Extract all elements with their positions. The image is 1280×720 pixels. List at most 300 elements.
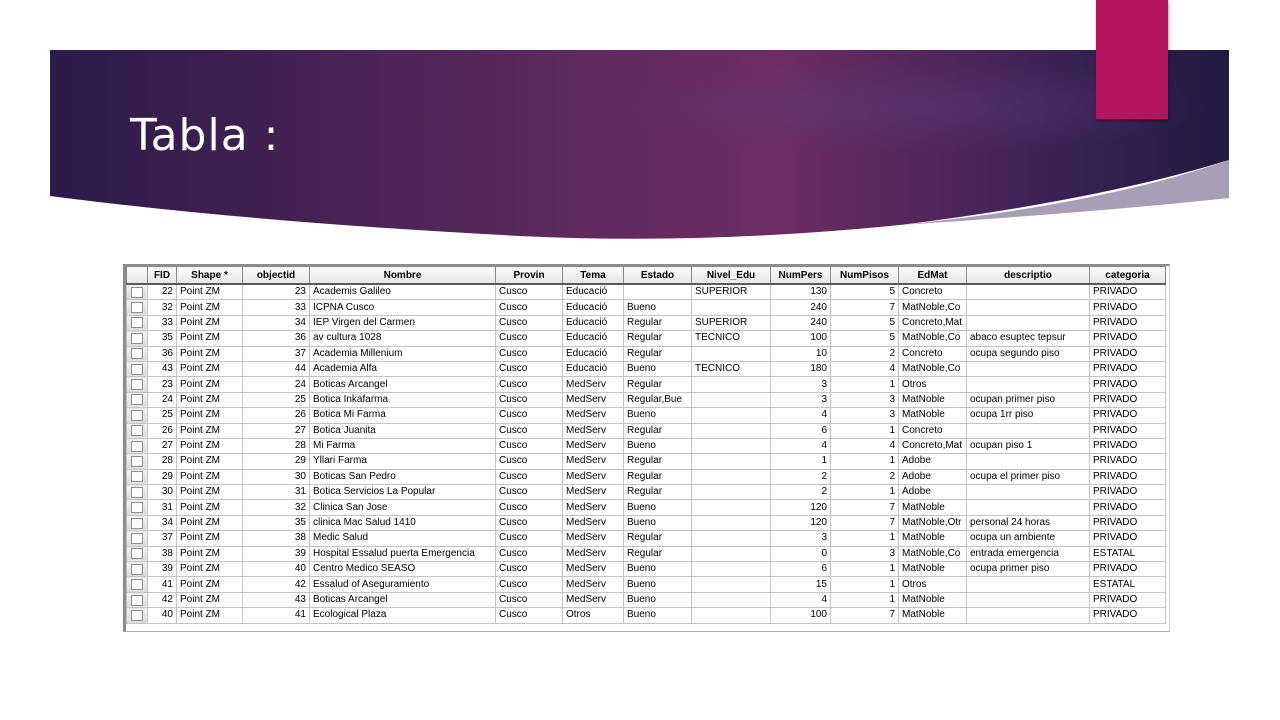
column-header-estado[interactable]: Estado xyxy=(624,267,692,285)
cell-descriptio[interactable] xyxy=(967,500,1090,515)
cell-estado[interactable]: Regular xyxy=(624,469,692,484)
row-selector-box[interactable] xyxy=(131,317,143,328)
cell-tema[interactable]: MedServ xyxy=(563,454,624,469)
cell-fid[interactable]: 36 xyxy=(148,346,177,361)
cell-nivel-edu[interactable] xyxy=(692,454,771,469)
column-header-provin[interactable]: Provin xyxy=(496,267,563,285)
cell-objectid[interactable]: 26 xyxy=(243,408,310,423)
cell-numpers[interactable]: 3 xyxy=(771,531,831,546)
cell-nivel-edu[interactable] xyxy=(692,392,771,407)
cell-estado[interactable]: Bueno xyxy=(624,361,692,376)
cell-edmat[interactable]: MatNoble,Co xyxy=(899,546,967,561)
cell-edmat[interactable]: MatNoble,Co xyxy=(899,331,967,346)
row-selector[interactable] xyxy=(127,592,148,607)
cell-estado[interactable]: Bueno xyxy=(624,577,692,592)
cell-nivel-edu[interactable] xyxy=(692,485,771,500)
cell-numpisos[interactable]: 5 xyxy=(831,284,899,300)
cell-descriptio[interactable]: abaco esuptec tepsur xyxy=(967,331,1090,346)
cell-descriptio[interactable]: ocupa segundo piso xyxy=(967,346,1090,361)
cell-numpisos[interactable]: 1 xyxy=(831,531,899,546)
table-row[interactable] xyxy=(127,546,1166,561)
row-selector-box[interactable] xyxy=(131,394,143,405)
cell-tema[interactable]: Educació xyxy=(563,361,624,376)
row-selector-box[interactable] xyxy=(131,364,143,375)
cell-numpisos[interactable]: 1 xyxy=(831,377,899,392)
cell-objectid[interactable]: 31 xyxy=(243,485,310,500)
cell-objectid[interactable]: 34 xyxy=(243,315,310,330)
cell-shape[interactable]: Point ZM xyxy=(177,377,243,392)
cell-objectid[interactable]: 30 xyxy=(243,469,310,484)
column-header-descriptio[interactable]: descriptio xyxy=(967,267,1090,285)
row-selector[interactable] xyxy=(127,515,148,530)
cell-shape[interactable]: Point ZM xyxy=(177,392,243,407)
table-row[interactable] xyxy=(127,469,1166,484)
cell-edmat[interactable]: MatNoble xyxy=(899,592,967,607)
cell-edmat[interactable]: MatNoble xyxy=(899,562,967,577)
cell-objectid[interactable]: 24 xyxy=(243,377,310,392)
cell-objectid[interactable]: 44 xyxy=(243,361,310,376)
cell-tema[interactable]: MedServ xyxy=(563,515,624,530)
row-selector[interactable] xyxy=(127,284,148,300)
cell-numpisos[interactable]: 7 xyxy=(831,608,899,623)
cell-shape[interactable]: Point ZM xyxy=(177,592,243,607)
cell-nivel-edu[interactable]: TECNICO xyxy=(692,331,771,346)
cell-nombre[interactable]: Botica Inkafarma xyxy=(310,392,496,407)
cell-descriptio[interactable]: ocupa el primer piso xyxy=(967,469,1090,484)
cell-tema[interactable]: MedServ xyxy=(563,469,624,484)
cell-shape[interactable]: Point ZM xyxy=(177,577,243,592)
cell-objectid[interactable]: 39 xyxy=(243,546,310,561)
cell-edmat[interactable]: MatNoble xyxy=(899,608,967,623)
cell-estado[interactable]: Bueno xyxy=(624,562,692,577)
cell-provin[interactable]: Cusco xyxy=(496,562,563,577)
cell-numpisos[interactable]: 1 xyxy=(831,423,899,438)
cell-fid[interactable]: 30 xyxy=(148,485,177,500)
cell-categoria[interactable]: PRIVADO xyxy=(1090,438,1166,453)
row-selector-box[interactable] xyxy=(131,579,143,590)
row-selector-box[interactable] xyxy=(131,564,143,575)
cell-edmat[interactable]: MatNoble xyxy=(899,531,967,546)
cell-categoria[interactable]: PRIVADO xyxy=(1090,469,1166,484)
cell-numpers[interactable]: 1 xyxy=(771,454,831,469)
cell-categoria[interactable]: PRIVADO xyxy=(1090,284,1166,300)
cell-provin[interactable]: Cusco xyxy=(496,577,563,592)
cell-descriptio[interactable] xyxy=(967,592,1090,607)
cell-descriptio[interactable] xyxy=(967,454,1090,469)
column-header-nombre[interactable]: Nombre xyxy=(310,267,496,285)
cell-nombre[interactable]: Medic Salud xyxy=(310,531,496,546)
cell-provin[interactable]: Cusco xyxy=(496,469,563,484)
cell-nivel-edu[interactable] xyxy=(692,546,771,561)
cell-numpisos[interactable]: 3 xyxy=(831,408,899,423)
cell-categoria[interactable]: ESTATAL xyxy=(1090,577,1166,592)
cell-nombre[interactable]: Boticas San Pedro xyxy=(310,469,496,484)
column-header-edmat[interactable]: EdMat xyxy=(899,267,967,285)
cell-fid[interactable]: 27 xyxy=(148,438,177,453)
cell-numpisos[interactable]: 1 xyxy=(831,592,899,607)
cell-categoria[interactable]: PRIVADO xyxy=(1090,531,1166,546)
row-selector-box[interactable] xyxy=(131,487,143,498)
cell-nivel-edu[interactable] xyxy=(692,592,771,607)
row-selector-box[interactable] xyxy=(131,456,143,467)
cell-fid[interactable]: 23 xyxy=(148,377,177,392)
column-header-tema[interactable]: Tema xyxy=(563,267,624,285)
row-selector[interactable] xyxy=(127,500,148,515)
cell-estado[interactable]: Regular,Bue xyxy=(624,392,692,407)
cell-nombre[interactable]: Academia Alfa xyxy=(310,361,496,376)
cell-edmat[interactable]: Otros xyxy=(899,577,967,592)
row-selector-box[interactable] xyxy=(131,471,143,482)
table-row[interactable] xyxy=(127,392,1166,407)
cell-numpers[interactable]: 180 xyxy=(771,361,831,376)
cell-objectid[interactable]: 33 xyxy=(243,300,310,315)
cell-categoria[interactable]: PRIVADO xyxy=(1090,423,1166,438)
table-row[interactable] xyxy=(127,485,1166,500)
table-row[interactable] xyxy=(127,423,1166,438)
cell-shape[interactable]: Point ZM xyxy=(177,423,243,438)
cell-tema[interactable]: MedServ xyxy=(563,438,624,453)
cell-fid[interactable]: 32 xyxy=(148,300,177,315)
table-row[interactable] xyxy=(127,500,1166,515)
cell-estado[interactable]: Regular xyxy=(624,454,692,469)
cell-objectid[interactable]: 43 xyxy=(243,592,310,607)
cell-provin[interactable]: Cusco xyxy=(496,300,563,315)
attribute-table[interactable] xyxy=(123,264,1170,632)
cell-objectid[interactable]: 27 xyxy=(243,423,310,438)
cell-fid[interactable]: 38 xyxy=(148,546,177,561)
table-row[interactable] xyxy=(127,608,1166,623)
cell-numpers[interactable]: 2 xyxy=(771,485,831,500)
cell-estado[interactable]: Bueno xyxy=(624,300,692,315)
cell-estado[interactable]: Bueno xyxy=(624,438,692,453)
row-selector-box[interactable] xyxy=(131,410,143,421)
cell-objectid[interactable]: 37 xyxy=(243,346,310,361)
cell-descriptio[interactable]: ocupan piso 1 xyxy=(967,438,1090,453)
row-selector-box[interactable] xyxy=(131,379,143,390)
cell-fid[interactable]: 26 xyxy=(148,423,177,438)
cell-tema[interactable]: MedServ xyxy=(563,392,624,407)
table-row[interactable] xyxy=(127,284,1166,300)
cell-categoria[interactable]: PRIVADO xyxy=(1090,331,1166,346)
cell-tema[interactable]: Educació xyxy=(563,331,624,346)
cell-estado[interactable]: Regular xyxy=(624,346,692,361)
cell-nombre[interactable]: Ecological Plaza xyxy=(310,608,496,623)
table-row[interactable] xyxy=(127,454,1166,469)
cell-nombre[interactable]: Academia Millenium xyxy=(310,346,496,361)
cell-fid[interactable]: 24 xyxy=(148,392,177,407)
cell-numpisos[interactable]: 3 xyxy=(831,392,899,407)
cell-tema[interactable]: MedServ xyxy=(563,531,624,546)
cell-descriptio[interactable] xyxy=(967,361,1090,376)
cell-tema[interactable]: Otros xyxy=(563,608,624,623)
cell-nivel-edu[interactable] xyxy=(692,300,771,315)
cell-numpers[interactable]: 3 xyxy=(771,392,831,407)
cell-provin[interactable]: Cusco xyxy=(496,438,563,453)
cell-fid[interactable]: 43 xyxy=(148,361,177,376)
cell-numpisos[interactable]: 2 xyxy=(831,346,899,361)
cell-edmat[interactable]: Adobe xyxy=(899,454,967,469)
cell-shape[interactable]: Point ZM xyxy=(177,500,243,515)
cell-numpers[interactable]: 0 xyxy=(771,546,831,561)
cell-numpers[interactable]: 4 xyxy=(771,592,831,607)
cell-descriptio[interactable]: ocupa un ambiente xyxy=(967,531,1090,546)
cell-numpisos[interactable]: 1 xyxy=(831,577,899,592)
cell-descriptio[interactable] xyxy=(967,577,1090,592)
cell-shape[interactable]: Point ZM xyxy=(177,346,243,361)
table-row[interactable] xyxy=(127,331,1166,346)
cell-nivel-edu[interactable] xyxy=(692,377,771,392)
cell-tema[interactable]: MedServ xyxy=(563,577,624,592)
cell-shape[interactable]: Point ZM xyxy=(177,331,243,346)
row-selector[interactable] xyxy=(127,423,148,438)
cell-fid[interactable]: 35 xyxy=(148,331,177,346)
cell-nivel-edu[interactable]: TECNICO xyxy=(692,361,771,376)
cell-edmat[interactable]: MatNoble,Co xyxy=(899,300,967,315)
cell-nombre[interactable]: Yllari Farma xyxy=(310,454,496,469)
table-row[interactable] xyxy=(127,346,1166,361)
cell-fid[interactable]: 34 xyxy=(148,515,177,530)
cell-nivel-edu[interactable] xyxy=(692,500,771,515)
row-selector-box[interactable] xyxy=(131,502,143,513)
row-selector[interactable] xyxy=(127,531,148,546)
cell-fid[interactable]: 28 xyxy=(148,454,177,469)
cell-numpisos[interactable]: 3 xyxy=(831,546,899,561)
cell-fid[interactable]: 40 xyxy=(148,608,177,623)
cell-numpisos[interactable]: 2 xyxy=(831,469,899,484)
cell-provin[interactable]: Cusco xyxy=(496,284,563,300)
cell-estado[interactable]: Regular xyxy=(624,423,692,438)
cell-estado[interactable]: Bueno xyxy=(624,500,692,515)
row-selector-box[interactable] xyxy=(131,518,143,529)
cell-estado[interactable]: Regular xyxy=(624,531,692,546)
cell-nivel-edu[interactable]: SUPERIOR xyxy=(692,284,771,300)
cell-provin[interactable]: Cusco xyxy=(496,331,563,346)
row-selector[interactable] xyxy=(127,346,148,361)
row-selector[interactable] xyxy=(127,546,148,561)
cell-fid[interactable]: 31 xyxy=(148,500,177,515)
cell-numpers[interactable]: 4 xyxy=(771,408,831,423)
row-selector[interactable] xyxy=(127,577,148,592)
column-header-fid[interactable]: FID xyxy=(148,267,177,285)
cell-numpers[interactable]: 4 xyxy=(771,438,831,453)
table-row[interactable] xyxy=(127,577,1166,592)
cell-objectid[interactable]: 29 xyxy=(243,454,310,469)
cell-tema[interactable]: Educació xyxy=(563,346,624,361)
column-header-numpers[interactable]: NumPers xyxy=(771,267,831,285)
cell-edmat[interactable]: MatNoble xyxy=(899,392,967,407)
column-header-categoria[interactable]: categoria xyxy=(1090,267,1166,285)
table-row[interactable] xyxy=(127,531,1166,546)
cell-nivel-edu[interactable] xyxy=(692,423,771,438)
cell-shape[interactable]: Point ZM xyxy=(177,469,243,484)
cell-provin[interactable]: Cusco xyxy=(496,392,563,407)
cell-numpers[interactable]: 130 xyxy=(771,284,831,300)
cell-estado[interactable]: Bueno xyxy=(624,608,692,623)
row-selector-box[interactable] xyxy=(131,595,143,606)
cell-numpers[interactable]: 100 xyxy=(771,608,831,623)
cell-provin[interactable]: Cusco xyxy=(496,377,563,392)
table-row[interactable] xyxy=(127,438,1166,453)
row-selector[interactable] xyxy=(127,361,148,376)
cell-numpisos[interactable]: 5 xyxy=(831,331,899,346)
cell-nivel-edu[interactable] xyxy=(692,608,771,623)
cell-nivel-edu[interactable] xyxy=(692,577,771,592)
cell-shape[interactable]: Point ZM xyxy=(177,531,243,546)
cell-objectid[interactable]: 41 xyxy=(243,608,310,623)
cell-tema[interactable]: MedServ xyxy=(563,485,624,500)
cell-fid[interactable]: 39 xyxy=(148,562,177,577)
cell-categoria[interactable]: PRIVADO xyxy=(1090,377,1166,392)
cell-edmat[interactable]: MatNoble,Otr xyxy=(899,515,967,530)
cell-shape[interactable]: Point ZM xyxy=(177,546,243,561)
cell-numpisos[interactable]: 4 xyxy=(831,361,899,376)
cell-estado[interactable]: Regular xyxy=(624,485,692,500)
cell-edmat[interactable]: Adobe xyxy=(899,485,967,500)
cell-nombre[interactable]: Hospital Essalud puerta Emergencia xyxy=(310,546,496,561)
cell-numpers[interactable]: 100 xyxy=(771,331,831,346)
row-selector[interactable] xyxy=(127,469,148,484)
cell-edmat[interactable]: Concreto xyxy=(899,284,967,300)
cell-descriptio[interactable]: ocupa 1rr piso xyxy=(967,408,1090,423)
row-selector[interactable] xyxy=(127,608,148,623)
cell-shape[interactable]: Point ZM xyxy=(177,454,243,469)
cell-numpisos[interactable]: 1 xyxy=(831,454,899,469)
cell-descriptio[interactable] xyxy=(967,377,1090,392)
cell-edmat[interactable]: Otros xyxy=(899,377,967,392)
cell-numpers[interactable]: 240 xyxy=(771,300,831,315)
cell-descriptio[interactable] xyxy=(967,315,1090,330)
cell-estado[interactable]: Bueno xyxy=(624,515,692,530)
cell-descriptio[interactable]: personal 24 horas xyxy=(967,515,1090,530)
cell-edmat[interactable]: MatNoble xyxy=(899,500,967,515)
cell-fid[interactable]: 29 xyxy=(148,469,177,484)
cell-categoria[interactable]: PRIVADO xyxy=(1090,515,1166,530)
cell-nivel-edu[interactable] xyxy=(692,346,771,361)
cell-nombre[interactable]: Botica Juanita xyxy=(310,423,496,438)
cell-objectid[interactable]: 35 xyxy=(243,515,310,530)
column-header-objectid[interactable]: objectid xyxy=(243,267,310,285)
cell-numpers[interactable]: 120 xyxy=(771,500,831,515)
row-selector[interactable] xyxy=(127,485,148,500)
cell-provin[interactable]: Cusco xyxy=(496,346,563,361)
cell-nombre[interactable]: Centro Medico SEASO xyxy=(310,562,496,577)
table-row[interactable] xyxy=(127,592,1166,607)
cell-estado[interactable]: Regular xyxy=(624,377,692,392)
table-row[interactable] xyxy=(127,315,1166,330)
cell-numpisos[interactable]: 7 xyxy=(831,500,899,515)
cell-categoria[interactable]: PRIVADO xyxy=(1090,485,1166,500)
cell-objectid[interactable]: 32 xyxy=(243,500,310,515)
cell-numpisos[interactable]: 5 xyxy=(831,315,899,330)
cell-shape[interactable]: Point ZM xyxy=(177,515,243,530)
table-row[interactable] xyxy=(127,377,1166,392)
cell-edmat[interactable]: Concreto,Mat xyxy=(899,438,967,453)
cell-objectid[interactable]: 42 xyxy=(243,577,310,592)
cell-provin[interactable]: Cusco xyxy=(496,515,563,530)
cell-nombre[interactable]: Botica Servicios La Popular xyxy=(310,485,496,500)
cell-descriptio[interactable]: ocupan primer piso xyxy=(967,392,1090,407)
cell-descriptio[interactable] xyxy=(967,423,1090,438)
cell-provin[interactable]: Cusco xyxy=(496,485,563,500)
cell-objectid[interactable]: 28 xyxy=(243,438,310,453)
cell-categoria[interactable]: PRIVADO xyxy=(1090,562,1166,577)
cell-categoria[interactable]: PRIVADO xyxy=(1090,361,1166,376)
cell-estado[interactable]: Regular xyxy=(624,331,692,346)
cell-descriptio[interactable]: ocupa primer piso xyxy=(967,562,1090,577)
row-selector-box[interactable] xyxy=(131,287,143,298)
cell-categoria[interactable]: PRIVADO xyxy=(1090,608,1166,623)
cell-estado[interactable] xyxy=(624,284,692,300)
row-selector[interactable] xyxy=(127,300,148,315)
row-selector[interactable] xyxy=(127,562,148,577)
row-selector-box[interactable] xyxy=(131,302,143,313)
cell-nivel-edu[interactable] xyxy=(692,438,771,453)
row-selector-box[interactable] xyxy=(131,348,143,359)
cell-provin[interactable]: Cusco xyxy=(496,315,563,330)
cell-descriptio[interactable] xyxy=(967,300,1090,315)
cell-nombre[interactable]: ICPNA Cusco xyxy=(310,300,496,315)
cell-fid[interactable]: 42 xyxy=(148,592,177,607)
cell-categoria[interactable]: PRIVADO xyxy=(1090,454,1166,469)
cell-numpers[interactable]: 3 xyxy=(771,377,831,392)
cell-estado[interactable]: Regular xyxy=(624,546,692,561)
cell-nombre[interactable]: Boticas Arcangel xyxy=(310,592,496,607)
table-row[interactable] xyxy=(127,515,1166,530)
cell-fid[interactable]: 33 xyxy=(148,315,177,330)
cell-nombre[interactable]: Essalud of Aseguramiento xyxy=(310,577,496,592)
row-selector[interactable] xyxy=(127,408,148,423)
cell-provin[interactable]: Cusco xyxy=(496,592,563,607)
cell-nombre[interactable]: Mi Farma xyxy=(310,438,496,453)
cell-edmat[interactable]: MatNoble,Co xyxy=(899,361,967,376)
row-selector-box[interactable] xyxy=(131,441,143,452)
cell-tema[interactable]: MedServ xyxy=(563,592,624,607)
cell-descriptio[interactable]: entrada emergencia xyxy=(967,546,1090,561)
table-row[interactable] xyxy=(127,361,1166,376)
row-selector[interactable] xyxy=(127,438,148,453)
cell-provin[interactable]: Cusco xyxy=(496,423,563,438)
cell-shape[interactable]: Point ZM xyxy=(177,438,243,453)
cell-nivel-edu[interactable] xyxy=(692,408,771,423)
row-selector-box[interactable] xyxy=(131,425,143,436)
cell-provin[interactable]: Cusco xyxy=(496,500,563,515)
cell-shape[interactable]: Point ZM xyxy=(177,361,243,376)
cell-objectid[interactable]: 25 xyxy=(243,392,310,407)
cell-descriptio[interactable] xyxy=(967,284,1090,300)
row-selector[interactable] xyxy=(127,315,148,330)
column-header-nivel-edu[interactable]: Nivel_Edu xyxy=(692,267,771,285)
cell-descriptio[interactable] xyxy=(967,485,1090,500)
cell-numpers[interactable]: 10 xyxy=(771,346,831,361)
cell-provin[interactable]: Cusco xyxy=(496,608,563,623)
cell-categoria[interactable]: PRIVADO xyxy=(1090,408,1166,423)
row-selector-box[interactable] xyxy=(131,533,143,544)
cell-numpisos[interactable]: 4 xyxy=(831,438,899,453)
cell-tema[interactable]: MedServ xyxy=(563,423,624,438)
cell-nombre[interactable]: Clinica San Jose xyxy=(310,500,496,515)
cell-categoria[interactable]: PRIVADO xyxy=(1090,592,1166,607)
cell-nombre[interactable]: IEP Virgen del Carmen xyxy=(310,315,496,330)
cell-estado[interactable]: Bueno xyxy=(624,408,692,423)
cell-numpers[interactable]: 6 xyxy=(771,423,831,438)
cell-nivel-edu[interactable]: SUPERIOR xyxy=(692,315,771,330)
cell-objectid[interactable]: 38 xyxy=(243,531,310,546)
cell-shape[interactable]: Point ZM xyxy=(177,284,243,300)
row-selector[interactable] xyxy=(127,454,148,469)
cell-edmat[interactable]: Concreto xyxy=(899,423,967,438)
cell-provin[interactable]: Cusco xyxy=(496,361,563,376)
cell-numpers[interactable]: 2 xyxy=(771,469,831,484)
